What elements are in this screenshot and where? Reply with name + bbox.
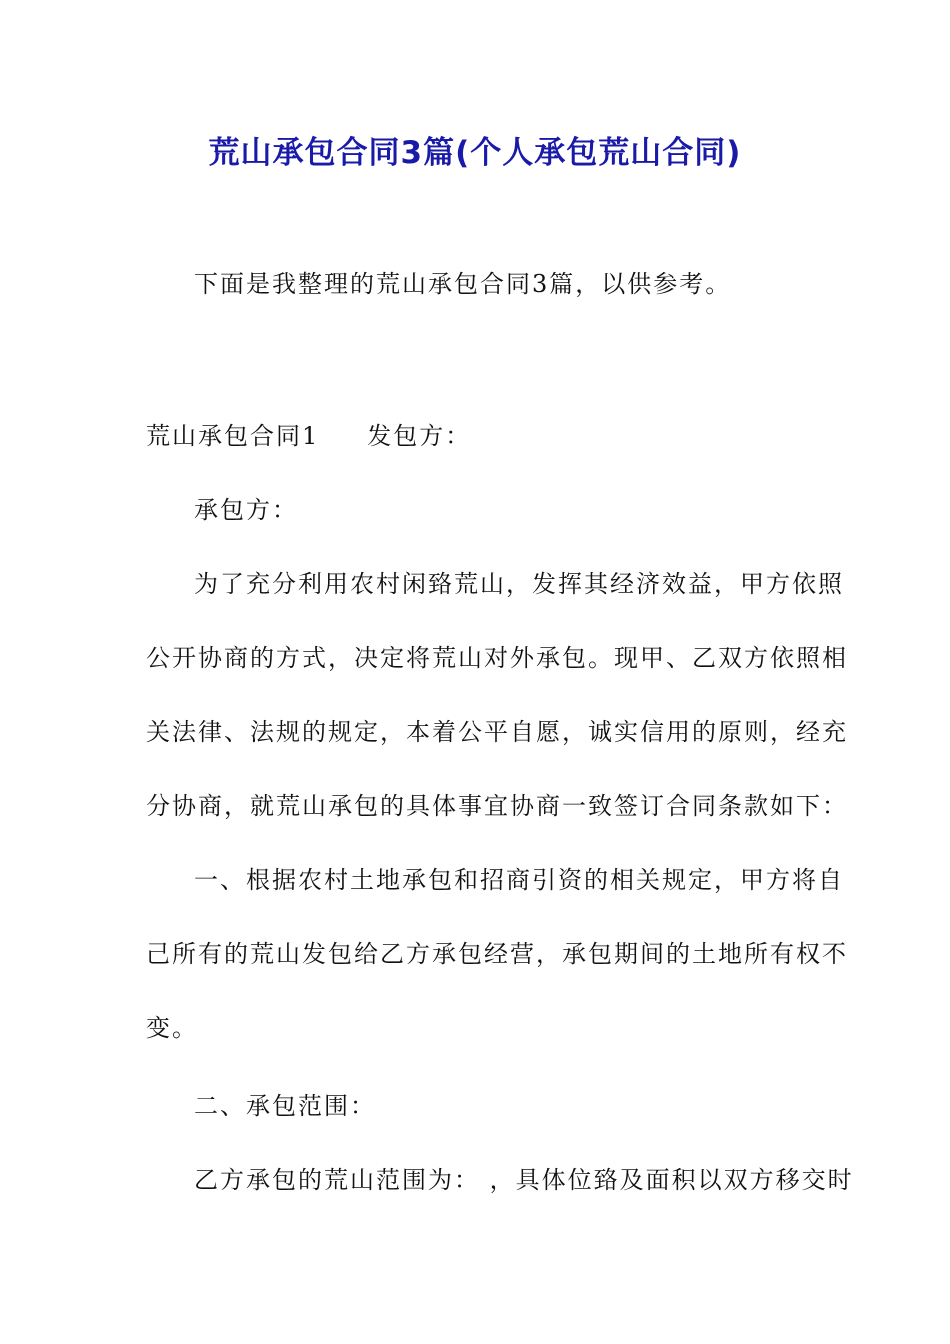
clause-one-line: 一、根据农村土地承包和招商引资的相关规定，甲方将自 xyxy=(194,866,844,894)
paragraph-line: 变。 xyxy=(146,1014,198,1042)
paragraph-line: 己所有的荒山发包给乙方承包经营，承包期间的土地所有权不 xyxy=(146,940,848,968)
contract-heading: 荒山承包合同1 xyxy=(146,422,320,450)
party-b-label: 承包方： xyxy=(194,496,298,524)
paragraph-line: 乙方承包的荒山范围为： ，具体位臵及面积以双方移交时 xyxy=(194,1166,854,1194)
paragraph-line: 公开协商的方式，决定将荒山对外承包。现甲、乙双方依照相 xyxy=(146,644,848,672)
party-a-label: 发包方： xyxy=(367,422,472,450)
paragraph-line: 分协商，就荒山承包的具体事宜协商一致签订合同条款如下： xyxy=(146,792,848,820)
document-title: 荒山承包合同3篇(个人承包荒山合同) xyxy=(208,135,742,171)
paragraph-line: 关法律、法规的规定，本着公平自愿，诚实信用的原则，经充 xyxy=(146,718,848,746)
paragraph-line: 为了充分利用农村闲臵荒山，发挥其经济效益，甲方依照 xyxy=(194,570,844,598)
contract-heading-line xyxy=(146,418,471,454)
intro-paragraph: 下面是我整理的荒山承包合同3篇，以供参考。 xyxy=(194,270,732,298)
clause-two-heading: 二、承包范围： xyxy=(194,1092,376,1120)
